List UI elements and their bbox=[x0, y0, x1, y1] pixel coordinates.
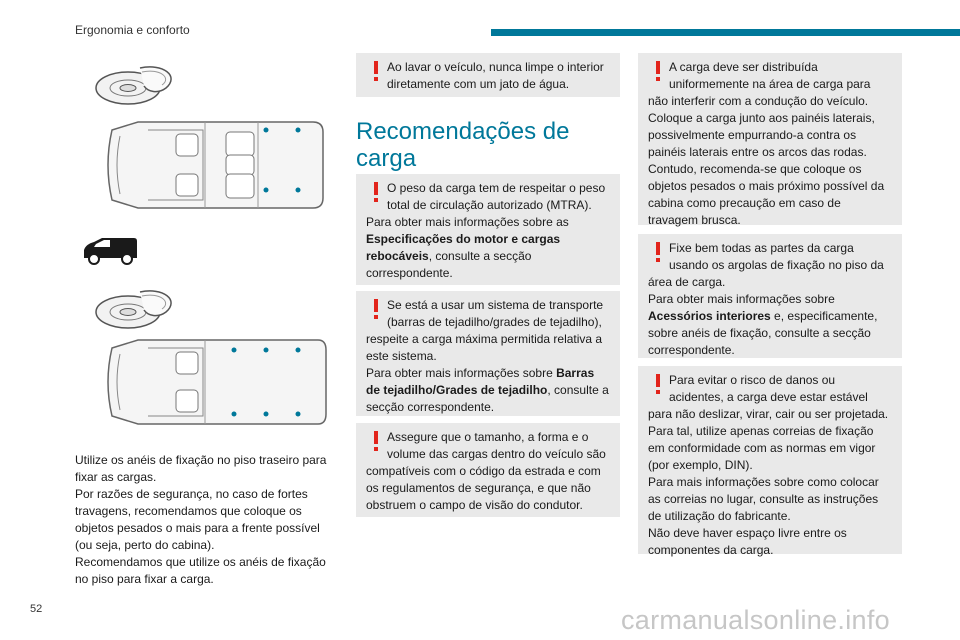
warning-icon bbox=[373, 182, 378, 202]
warning-box-size: Assegure que o tamanho, a forma e o volume das cargas dentro do veículo são compatíveis com o código da estrada e com os regulamentos de segurança, e que não obstruem o campo de visão do condutor. bbox=[356, 423, 620, 517]
vehicle-top-view-short bbox=[98, 110, 328, 220]
paragraph: Por razões de segurança, no caso de fortes travagens, recomendamos que coloque os objetos pesados o mais para a frente possível (ou seja, perto do cabina). bbox=[75, 487, 320, 552]
watermark: carmanualsonline.info bbox=[621, 605, 890, 635]
warning-icon bbox=[373, 431, 378, 451]
warning-icon bbox=[655, 374, 660, 394]
paragraph: Recomendamos que utilize os anéis de fixação no piso para fixar a carga. bbox=[75, 555, 326, 586]
section-title: Recomendações de carga bbox=[356, 118, 570, 172]
left-column-text bbox=[75, 452, 337, 588]
warning-box-weight: O peso da carga tem de respeitar o peso total de circulação autorizado (MTRA). Para obter mais informações sobre as Especificações do motor e cargas rebocáveis, consulte a secção correspondente. bbox=[356, 174, 620, 285]
page-number: 52 bbox=[30, 603, 43, 615]
header-accent-bar bbox=[491, 29, 960, 36]
warning-icon bbox=[655, 242, 660, 262]
warning-box-distribution: A carga deve ser distribuída uniformemente na área de carga para não interferir com a condução do veículo. Coloque a carga junto aos painéis laterais, possivelmente empurrando-a contra os painéis laterais entre os arcos das rodas. Contudo, recomenda-se que coloque os objetos pesados o mais próximo possível da cabina como precaução em caso de travagem brusca. bbox=[638, 53, 902, 225]
running-header: Ergonomia e conforto bbox=[75, 23, 190, 37]
warning-icon bbox=[373, 61, 378, 81]
warning-icon bbox=[655, 61, 660, 81]
anchor-ring-illustration-bottom bbox=[88, 282, 188, 332]
warning-box-stability: Para evitar o risco de danos ou acidentes, a carga deve estar estável para não deslizar, virar, cair ou ser projetada. Para tal, utilize apenas correias de fixação em conformidade com as normas em vigor (por exemplo, DIN). Para mais informações sobre como colocar as correias no lugar, consulte as instruções de utilização do fabricante. Não deve haver espaço livre entre os componentes da carga. bbox=[638, 366, 902, 554]
vehicle-top-view-long bbox=[98, 332, 330, 432]
warning-box-fixing: Fixe bem todas as partes da carga usando os argolas de fixação no piso da área de carga. Para obter mais informações sobre Acessórios interiores e, especificamente, sobre anéis de fixação, consulte a secção correspondente. bbox=[638, 234, 902, 358]
paragraph: Utilize os anéis de fixação no piso traseiro para fixar as cargas. bbox=[75, 453, 327, 484]
van-icon bbox=[80, 236, 140, 266]
warning-box-transport: Se está a usar um sistema de transporte (barras de tejadilho/grades de tejadilho), respeite a carga máxima permitida relativa a este sistema. Para obter mais informações sobre Barras de tejadilho/Grades de tejadilho, consulte a secção correspondente. bbox=[356, 291, 620, 416]
anchor-ring-illustration-top bbox=[88, 58, 188, 108]
warning-icon bbox=[373, 299, 378, 319]
warning-box-washing: Ao lavar o veículo, nunca limpe o interior diretamente com um jato de água. bbox=[356, 53, 620, 97]
